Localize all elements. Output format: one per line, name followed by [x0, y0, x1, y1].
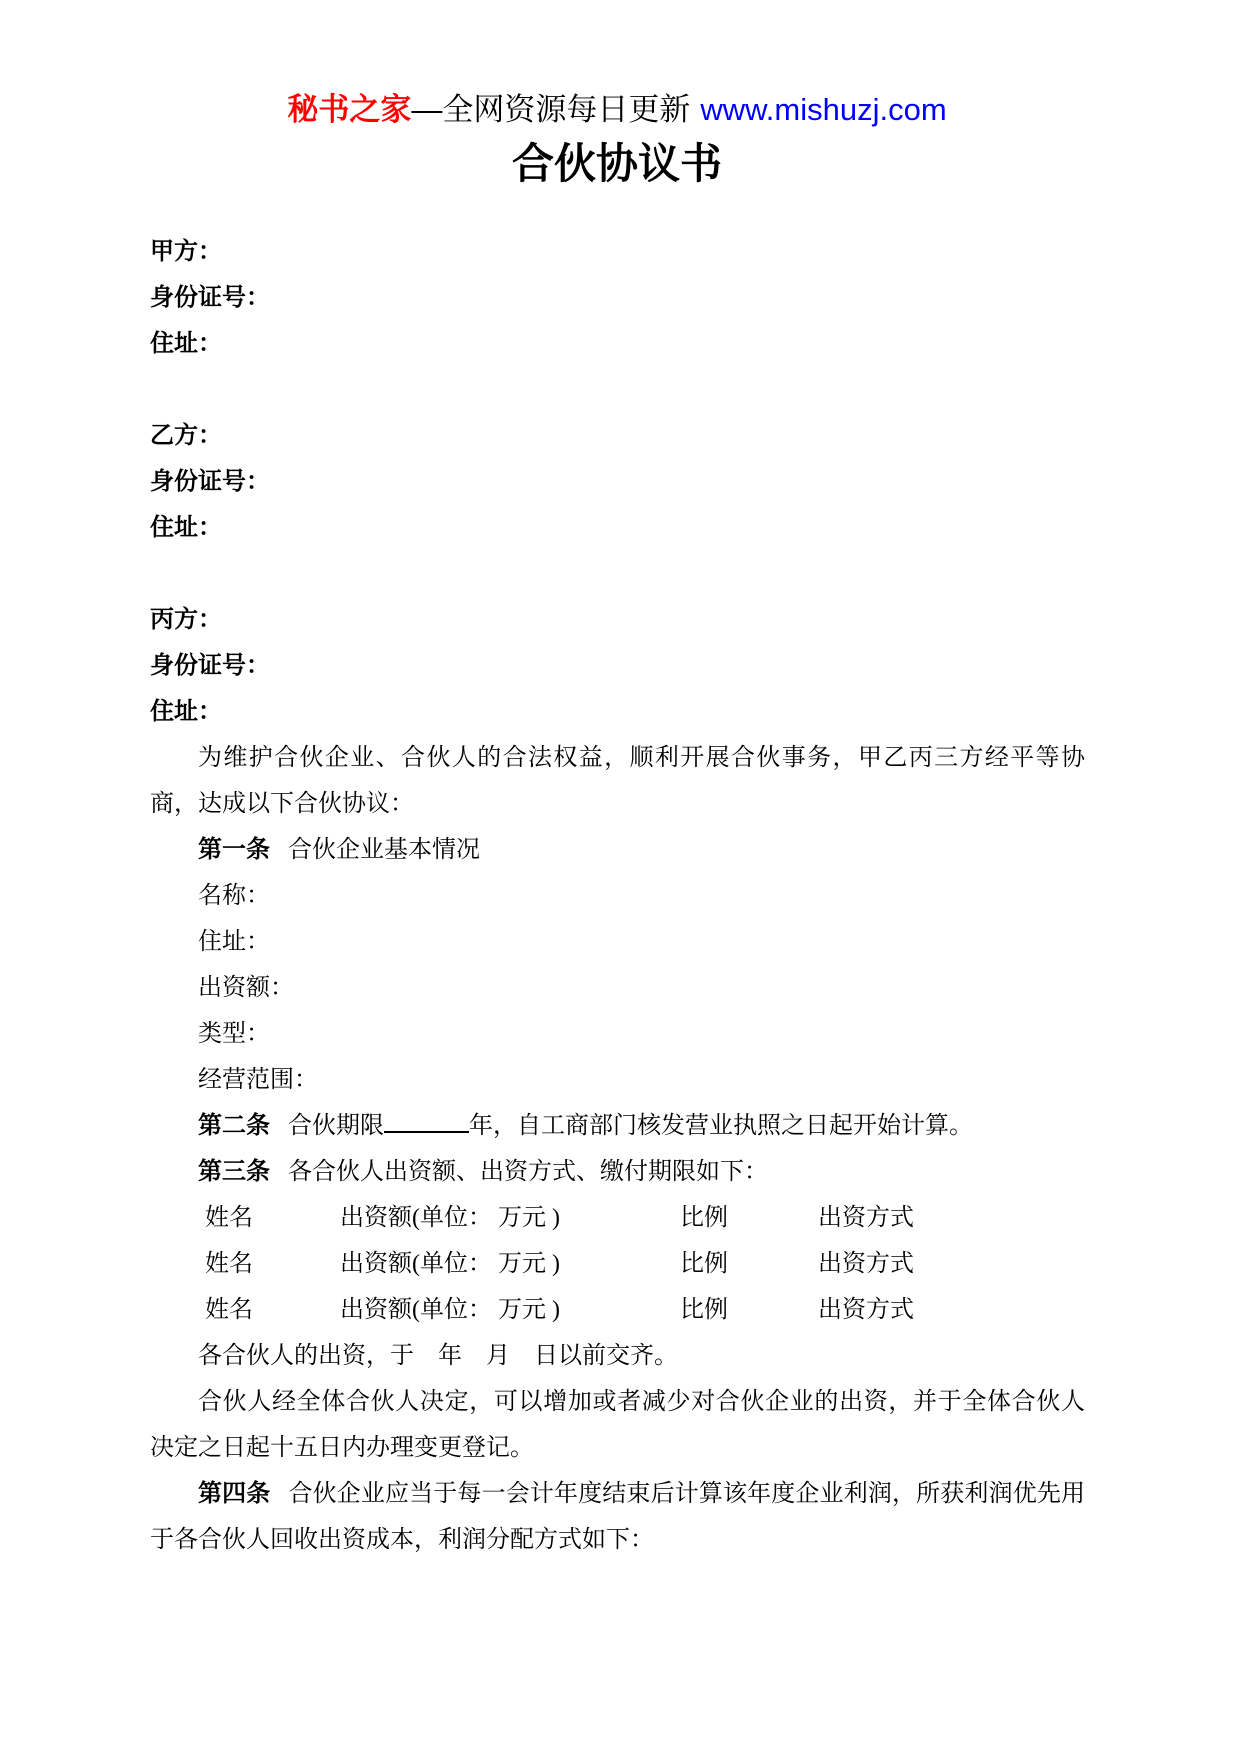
field-address-label: 住址： [198, 928, 270, 955]
party-c-address-label: 住址： [150, 697, 222, 725]
fill-in-blank [384, 1103, 469, 1133]
contribution-row [150, 1195, 1085, 1241]
site-tagline: —全网资源每日更新 [411, 92, 691, 127]
party-a-block [150, 229, 1085, 367]
contribution-row [150, 1287, 1085, 1333]
party-c-block [150, 597, 1085, 735]
party-b-id-label: 身份证号： [150, 467, 270, 495]
document-title: 合伙协议书 [511, 140, 722, 188]
contrib-name-header: 姓名 [205, 1250, 253, 1277]
clause4-text: 合伙企业应当于每一会计年度结束后计算该年度企业利润，所获利润优先用于各合伙人回收出资成本，利润分配方式如下： [150, 1480, 1086, 1553]
contrib-ratio-header: 比例 [680, 1296, 728, 1323]
party-b-block [150, 413, 1085, 551]
field-scope-label: 经营范围： [198, 1066, 318, 1093]
party-a-address-label: 住址： [150, 329, 222, 357]
site-banner [0, 0, 1234, 130]
contrib-name-header: 姓名 [205, 1204, 253, 1231]
contrib-amount-header: 出资额(单位： 万元 ) [340, 1250, 560, 1277]
payment-deadline-line: 各合伙人的出资，于 年 月 日以前交齐。 [198, 1342, 678, 1369]
party-c-role-label: 丙方： [150, 605, 222, 633]
clause1-heading: 合伙企业基本情况 [288, 836, 480, 863]
party-b-address-label: 住址： [150, 513, 222, 541]
spacer [150, 367, 1085, 413]
intro-paragraph: 为维护合伙企业、合伙人的合法权益，顺利开展合伙事务，甲乙丙三方经平等协商，达成以下合伙协议： [150, 744, 1085, 817]
clause2-row [150, 1103, 1085, 1149]
contrib-method-header: 出资方式 [818, 1250, 914, 1277]
site-url-link[interactable]: www.mishuzj.com [700, 92, 947, 127]
spacer [150, 551, 1085, 597]
contrib-ratio-header: 比例 [680, 1250, 728, 1277]
field-amount-label: 出资额： [198, 974, 294, 1001]
contribution-row [150, 1241, 1085, 1287]
document-body [150, 229, 1085, 1563]
clause2-number: 第二条 [198, 1111, 270, 1139]
field-type-label: 类型： [198, 1020, 270, 1047]
clause1-heading-row [150, 827, 1085, 873]
clause2-text-before: 合伙期限 [288, 1112, 384, 1139]
party-c-id-label: 身份证号： [150, 651, 270, 679]
contrib-ratio-header: 比例 [680, 1204, 728, 1231]
contrib-name-header: 姓名 [205, 1296, 253, 1323]
field-name-label: 名称： [198, 882, 270, 909]
contrib-method-header: 出资方式 [818, 1296, 914, 1323]
clause4-number: 第四条 [198, 1479, 271, 1507]
clause3-heading: 各合伙人出资额、出资方式、缴付期限如下： [288, 1158, 768, 1185]
party-b-role-label: 乙方： [150, 421, 222, 449]
clause2-text-after: 年，自工商部门核发营业执照之日起开始计算。 [469, 1112, 973, 1139]
contrib-method-header: 出资方式 [818, 1204, 914, 1231]
contrib-amount-header: 出资额(单位： 万元 ) [340, 1296, 560, 1323]
clause4-paragraph [150, 1471, 1085, 1563]
contrib-amount-header: 出资额(单位： 万元 ) [340, 1204, 560, 1231]
party-a-id-label: 身份证号： [150, 283, 270, 311]
clause1-number: 第一条 [198, 835, 270, 863]
capital-change-paragraph: 合伙人经全体合伙人决定，可以增加或者减少对合伙企业的出资，并于全体合伙人决定之日起十五日内办理变更登记。 [150, 1388, 1085, 1461]
clause3-number: 第三条 [198, 1157, 270, 1185]
party-a-role-label: 甲方： [150, 237, 222, 265]
clause3-heading-row [150, 1149, 1085, 1195]
site-name: 秘书之家 [287, 92, 412, 127]
